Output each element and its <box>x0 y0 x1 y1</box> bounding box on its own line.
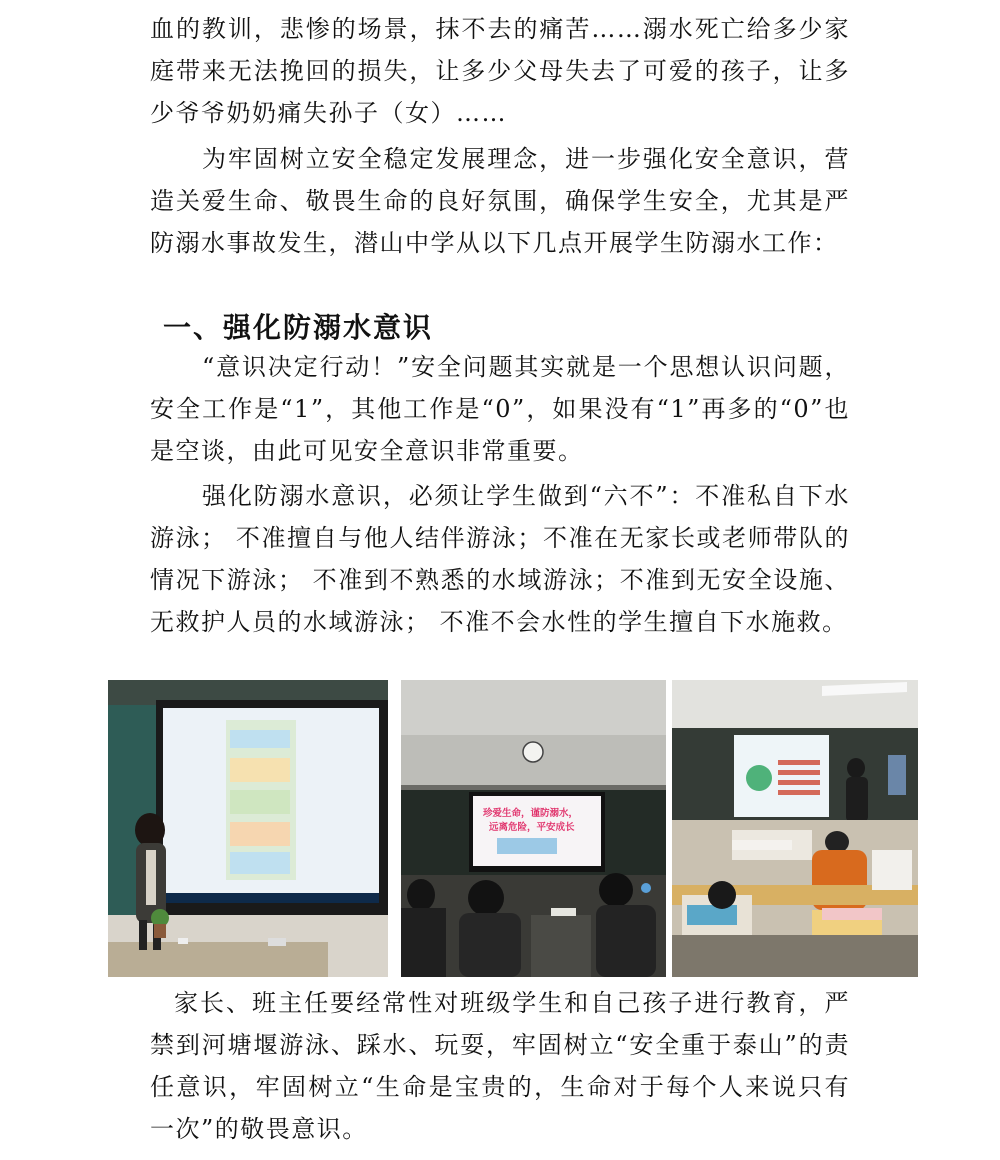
classroom-photo-1 <box>108 680 388 977</box>
paragraph-2: 为牢固树立安全稳定发展理念，进一步强化安全意识，营造关爱生命、敬畏生命的良好氛围，确保学生安全，尤其是严防溺水事故发生，潜山中学从以下几点开展学生防溺水工作： <box>150 145 850 257</box>
section-heading: 一、强化防溺水意识 <box>163 311 434 344</box>
paragraph-3: “意识决定行动！”安全问题其实就是一个思想认识问题，安全工作是“1”，其他工作是“0”，如果没有“1”再多的“0”也是空谈，由此可见安全意识非常重要。 <box>150 353 850 465</box>
classroom-photo-3 <box>672 680 918 977</box>
slide-slogan-line-1: 珍爱生命，谨防溺水， <box>483 808 579 819</box>
paragraph-4: 强化防溺水意识，必须让学生做到“六不”：不准私自下水游泳； 不准擅自与他人结伴游泳；不准在无家长或老师带队的情况下游泳； 不准到不熟悉的水域游泳；不准到无安全设施、无救护人员的水域游泳； 不准不会水性的学生擅自下水施救。 <box>150 482 850 636</box>
paragraph-1: 血的教训，悲惨的场景，抹不去的痛苦……溺水死亡给多少家庭带来无法挽回的损失，让多少父母失去了可爱的孩子，让多少爷爷奶奶痛失孙子（女）…… <box>150 15 850 127</box>
paragraph-5: 家长、班主任要经常性对班级学生和自己孩子进行教育，严禁到河塘堰游泳、踩水、玩耍，牢固树立“安全重于泰山”的责任意识，牢固树立“生命是宝贵的，生命对于每个人来说只有一次”的敬畏意识。 <box>150 989 850 1143</box>
classroom-photo-2 <box>401 680 666 977</box>
slide-slogan-line-2: 远离危险，平安成长 <box>489 822 575 833</box>
